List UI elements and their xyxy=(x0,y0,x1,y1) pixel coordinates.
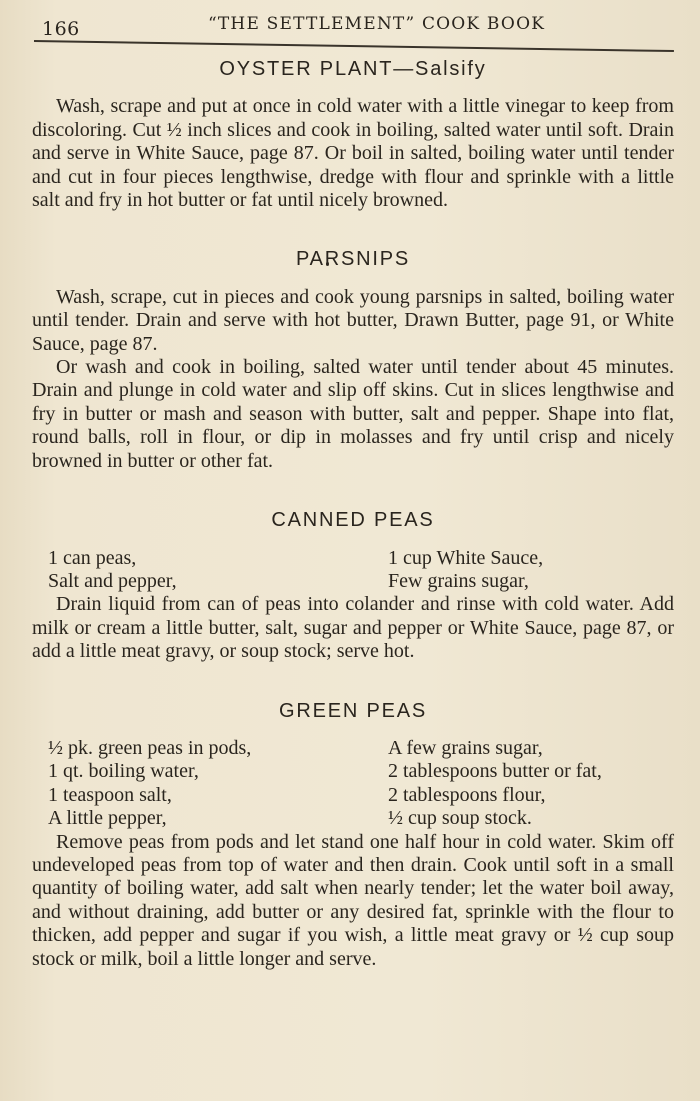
recipe-title: CANNED PEAS xyxy=(271,509,435,532)
recipe-paragraph: Or wash and cook in boiling, salted water until tender about 45 minutes. Drain and plunge in cold water and slip off skins. Cut in slices lengthwise and fry in butter or mash and season with butter, salt and pepper. Shape into flat, round balls, roll in flour, or dip in molasses and fry until crisp and nicely browned in butter or other fat. xyxy=(32,356,674,472)
ingredient: Salt and pepper, xyxy=(48,569,177,592)
ingredient: 1 cup White Sauce, xyxy=(388,546,544,569)
recipe-paragraph: Drain liquid from can of peas into colander and rinse with cold water. Add milk or cream a little butter, salt, sugar and pepper or White Sauce, page 87, or add a little meat gravy, or soup stock; serve hot. xyxy=(32,593,674,663)
recipe-paragraph: Remove peas from pods and let stand one half hour in cold water. Skim off undeveloped peas from top of water and then drain. Cook until soft in a small quantity of boiling water, add salt when nearly tender; let the water boil away, and without draining, add butter or any desired fat, sprinkle with the flour to thicken, add pepper and sugar if you wish, a little meat gravy or ½ cup soup stock or milk, boil a little longer and serve. xyxy=(32,830,674,970)
recipe-title: PARSNIPS xyxy=(295,248,411,271)
recipe-paragraph: Wash, scrape, cut in pieces and cook young parsnips in salted, boiling water until tender. Drain and serve with hot butter, Drawn Butter, page 91, or White Sauce, page 87. xyxy=(32,285,674,355)
ingredient: 1 teaspoon salt, xyxy=(48,783,172,806)
page-header xyxy=(28,10,668,40)
ingredient: A few grains sugar, xyxy=(388,736,543,759)
recipe-paragraph: Wash, scrape and put at once in cold water with a little vinegar to keep from discoloring. Cut ½ inch slices and cook in boiling, salted water until soft. Drain and serve in White Sauce, page 87. Or boil in salted, boiling water until tender and cut in four pieces lengthwise, dredge with flour and sprinkle with a little salt and fry in hot butter or fat until nicely browned. xyxy=(32,95,674,212)
recipe-oyster-plant xyxy=(32,58,674,212)
ingredient: 2 tablespoons flour, xyxy=(388,783,546,806)
ingredient-list xyxy=(32,737,674,831)
ingredient: ½ pk. green peas in pods, xyxy=(48,736,252,759)
ingredient: ½ cup soup stock. xyxy=(388,807,532,830)
header-rule xyxy=(34,40,674,52)
recipe-parsnips xyxy=(32,248,674,473)
ingredient-list xyxy=(32,547,674,594)
page-number: 166 xyxy=(42,18,80,40)
recipe-title: GREEN PEAS xyxy=(278,699,428,722)
recipe-canned-peas xyxy=(32,509,674,663)
running-title: “THE SETTLEMENT” COOK BOOK xyxy=(208,14,546,34)
page-content xyxy=(32,58,674,1007)
recipe-title: OYSTER PLANT—Salsify xyxy=(219,58,487,80)
ingredient: A little pepper, xyxy=(48,807,167,830)
recipe-green-peas xyxy=(32,700,674,971)
ingredient: 1 qt. boiling water, xyxy=(48,760,199,783)
ingredient: Few grains sugar, xyxy=(388,569,529,592)
ingredient: 1 can peas, xyxy=(48,546,137,569)
ingredient: 2 tablespoons butter or fat, xyxy=(388,760,602,783)
